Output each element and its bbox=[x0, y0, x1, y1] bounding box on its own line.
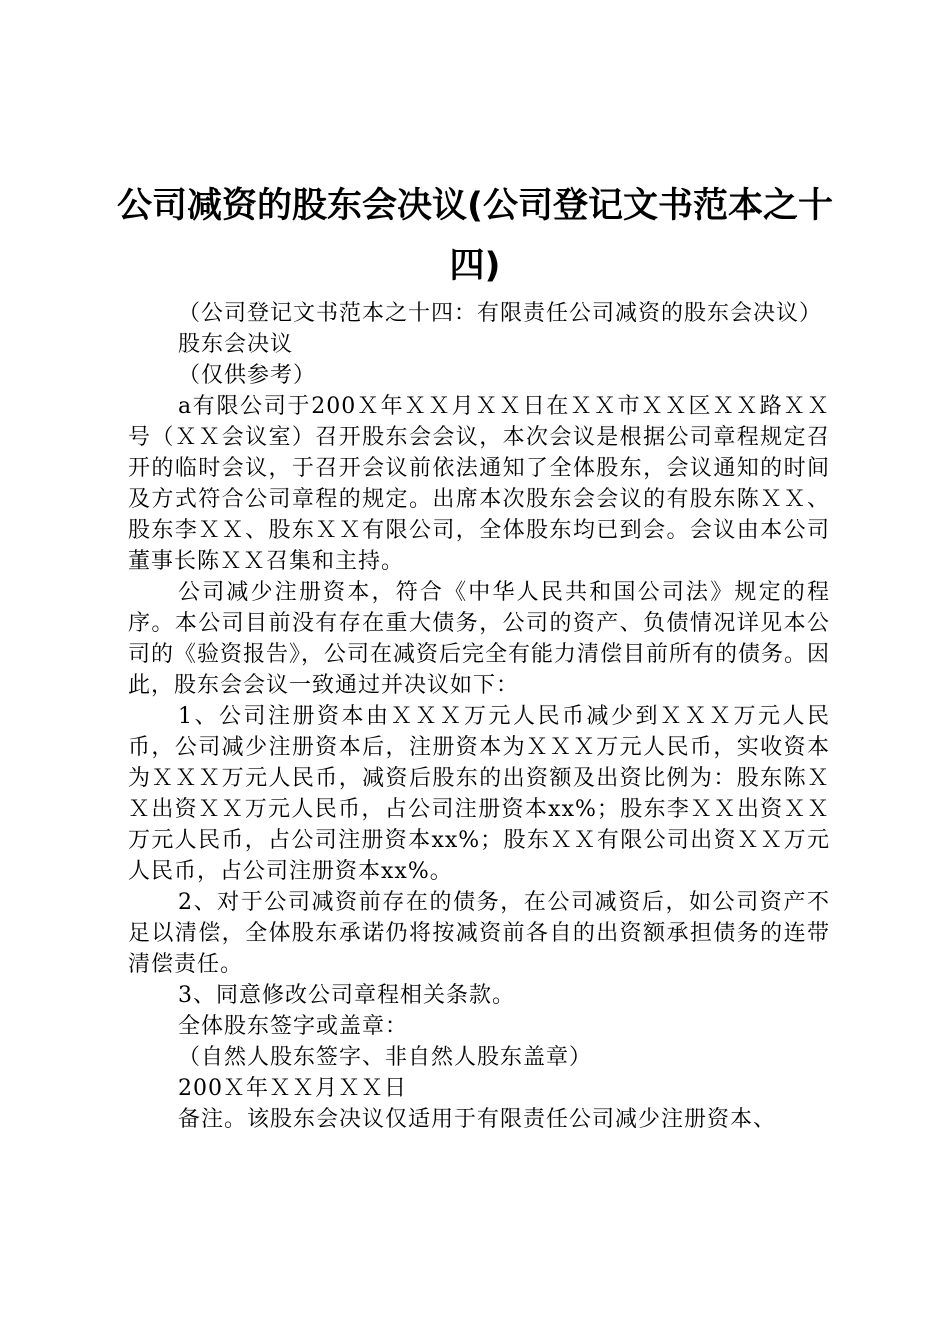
reference-note: （仅供参考） bbox=[178, 363, 317, 388]
date-line: 200Ｘ年ＸＸ月ＸＸ日 bbox=[178, 1076, 407, 1101]
meeting-paragraph: a有限公司于200Ｘ年ＸＸ月ＸＸ日在ＸＸ市ＸＸ区ＸＸ路ＸＸ号（ＸＸ会议室）召开股东会会议，本次会议是根据公司章程规定召开的临时会议，于召开会议前依法通知了全体股东，会议通知的时间及方式符合公司章程的规定。出席本次股东会会议的有股东陈ＸＸ、股东李ＸＸ、股东ＸＸ有限公司，全体股东均已到会。会议由本公司董事长陈ＸＸ召集和主持。 bbox=[128, 394, 830, 574]
resolution-item-1: 1、公司注册资本由ＸＸＸ万元人民币减少到ＸＸＸ万元人民币，公司减少注册资本后，注册资本为ＸＸＸ万元人民币，实收资本为ＸＸＸ万元人民币，减资后股东的出资额及出资比例为：股东陈ＸＸ出资ＸＸ万元人民币，占公司注册资本xx%；股东李ＸＸ出资ＸＸ万元人民币，占公司注册资本xx%；股东ＸＸ有限公司出资ＸＸ万元人民币，占公司注册资本xx%。 bbox=[128, 704, 830, 884]
resolution-heading: 股东会决议 bbox=[178, 332, 294, 357]
signature-line: 全体股东签字或盖章： bbox=[178, 1014, 409, 1039]
remark-paragraph: 备注。该股东会决议仅适用于有限责任公司减少注册资本、 bbox=[178, 1107, 777, 1132]
resolution-item-2: 2、对于公司减资前存在的债务，在公司减资后，如公司资产不足以清偿，全体股东承诺仍将按减资前各自的出资额承担债务的连带清偿责任。 bbox=[128, 890, 830, 977]
subtitle-paragraph: （公司登记文书范本之十四：有限责任公司减资的股东会决议） bbox=[178, 301, 823, 326]
document-body bbox=[128, 298, 830, 1135]
capital-reduction-paragraph: 公司减少注册资本，符合《中华人民共和国公司法》规定的程序。本公司目前没有存在重大债务，公司的资产、负债情况详见本公司的《验资报告》，公司在减资后完全有能力清偿目前所有的债务。因此，股东会会议一致通过并决议如下： bbox=[128, 580, 831, 698]
document-title: 公司减资的股东会决议(公司登记文书范本之十四) bbox=[117, 186, 833, 286]
resolution-item-3: 3、同意修改公司章程相关条款。 bbox=[178, 983, 515, 1008]
signature-note: （自然人股东签字、非自然人股东盖章） bbox=[178, 1045, 593, 1070]
